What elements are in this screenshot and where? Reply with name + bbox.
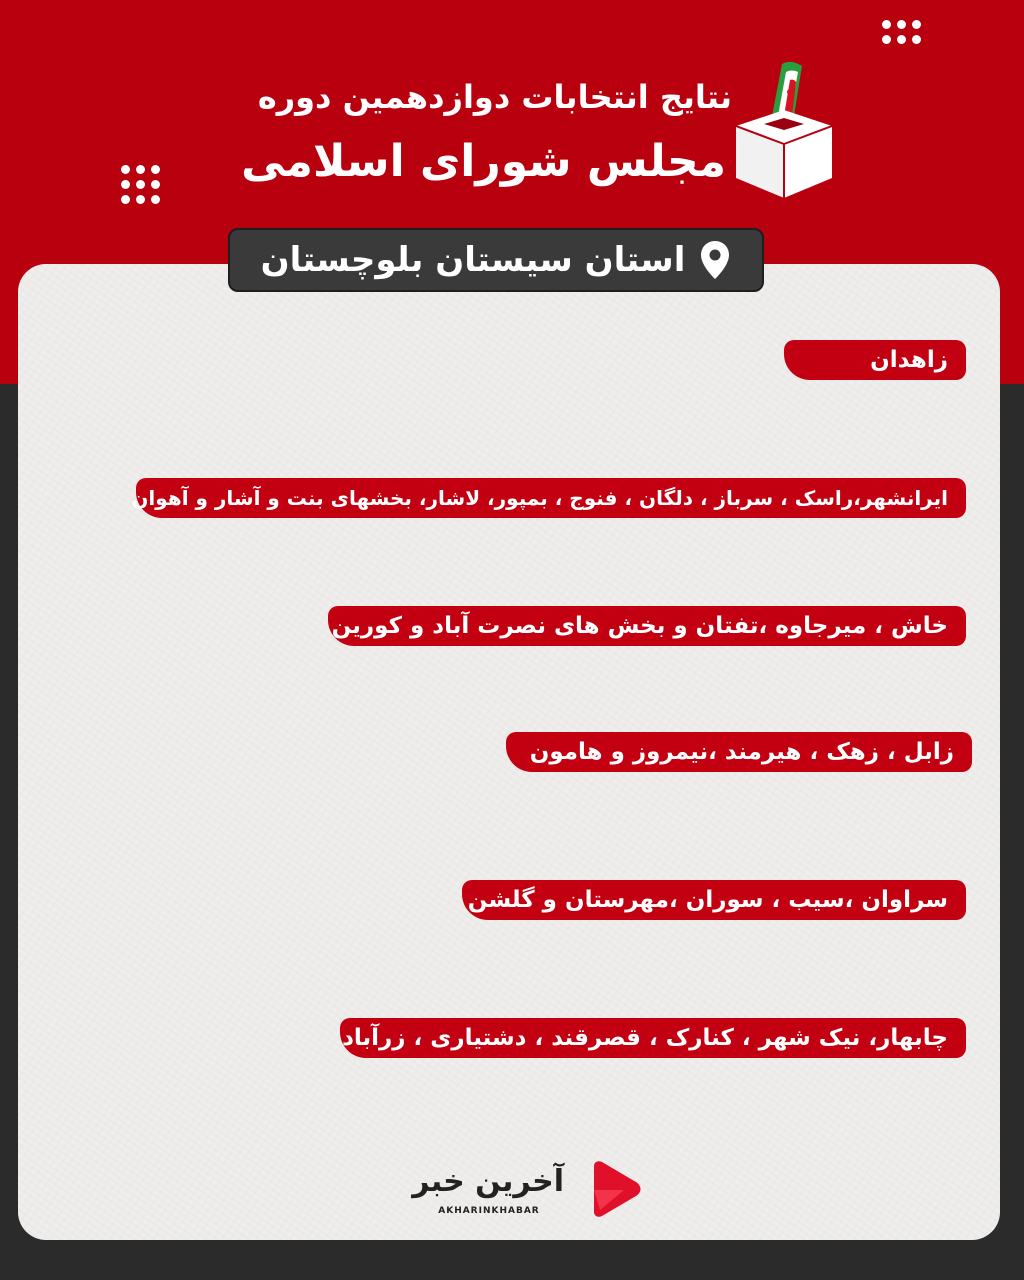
dots-grid-icon [882, 20, 921, 44]
brand-logo [414, 1158, 644, 1222]
location-pin-icon [699, 240, 731, 280]
logo-text: آخرین خبر [412, 1164, 564, 1199]
province-label: استان سیستان بلوچستان [260, 240, 686, 280]
play-logo-icon [584, 1160, 642, 1218]
page-title-line2: مجلس شورای اسلامی [241, 136, 726, 187]
district-title: زابل ، زهک ، هیرمند ،نیمروز و هامون [506, 732, 972, 772]
district-title: خاش ، میرجاوه ،تفتان و بخش های نصرت آباد و کورین [328, 606, 966, 646]
district-title: سراوان ،سیب ، سوران ،مهرستان و گلشن [462, 880, 966, 920]
page-title-line1: نتایج انتخابات دوازدهمین دوره [257, 78, 732, 116]
district-title: ایرانشهر،راسک ، سرباز ، دلگان ، فنوج ، بمپور، لاشار، بخشهای بنت و آشار و آهوان [136, 478, 966, 518]
logo-subtitle: AKHARINKHABAR [438, 1206, 540, 1216]
district-title: چابهار، نیک شهر ، کنارک ، قصرقند ، دشتیاری ، زرآباد [340, 1018, 966, 1058]
ballot-box-icon [734, 58, 834, 198]
dots-grid-icon [121, 165, 160, 204]
district-title: زاهدان [784, 340, 966, 380]
province-badge [228, 228, 764, 292]
